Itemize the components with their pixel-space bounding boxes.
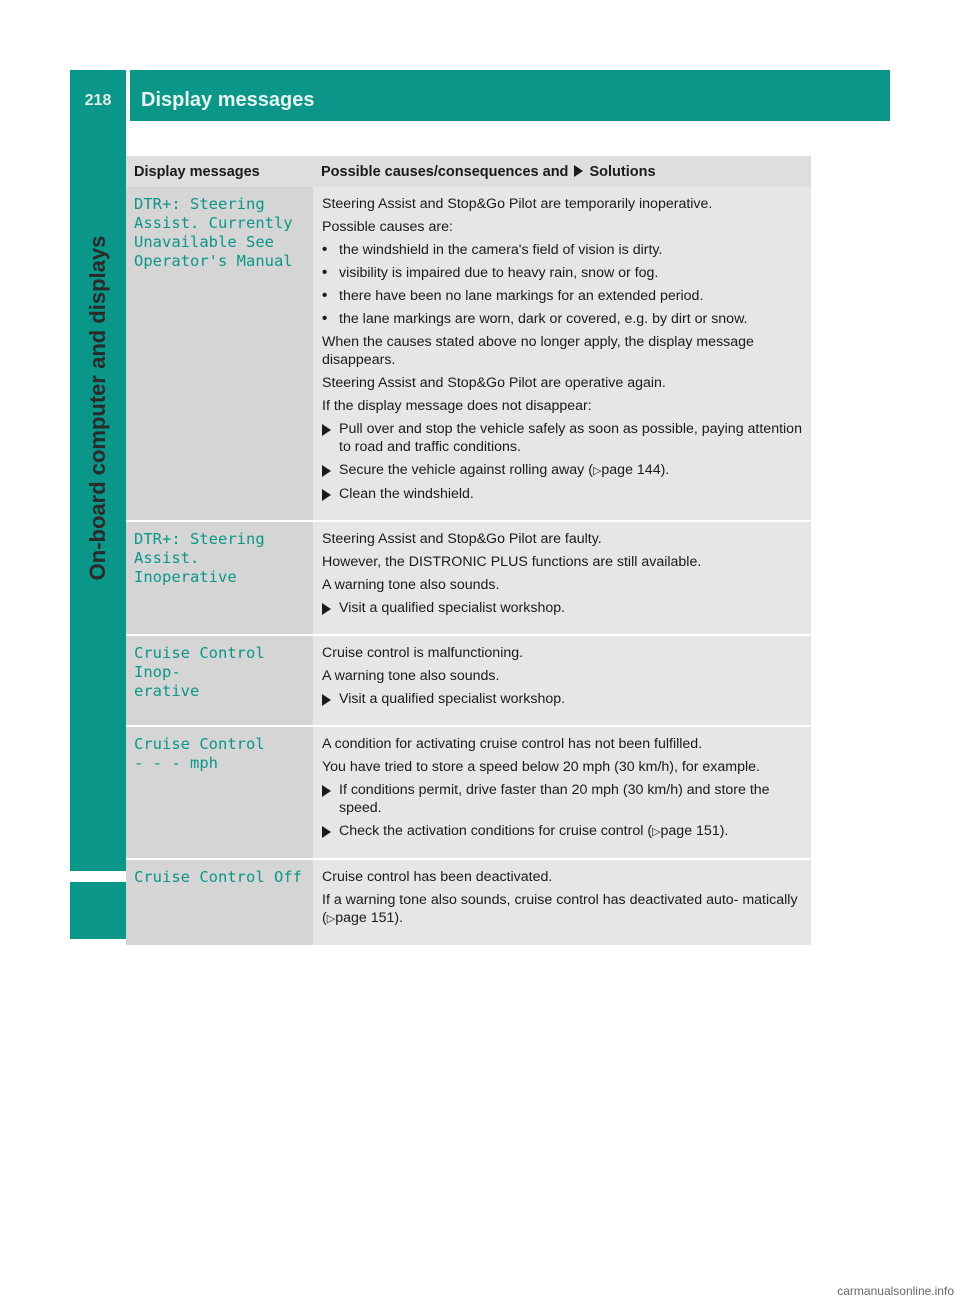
cause-bullet bbox=[322, 241, 803, 259]
action-step bbox=[322, 822, 803, 841]
page-reference-icon: ▷ bbox=[652, 826, 661, 838]
causes-solutions-cell bbox=[313, 726, 811, 859]
paragraph bbox=[322, 667, 803, 685]
line-text: the windshield in the camera's field of vision is dirty. bbox=[339, 242, 663, 258]
action-marker bbox=[322, 781, 336, 799]
bullet-icon: • bbox=[322, 264, 328, 281]
message-cell bbox=[126, 521, 313, 635]
table-row bbox=[126, 635, 811, 726]
table-row bbox=[126, 726, 811, 859]
action-marker bbox=[322, 420, 336, 438]
page-reference-link[interactable]: page 144). bbox=[601, 462, 670, 478]
column-header-display-messages: Display messages bbox=[126, 156, 313, 187]
table-row bbox=[126, 187, 811, 521]
line-text: Visit a qualified specialist workshop. bbox=[339, 691, 566, 707]
page-reference-icon: ▷ bbox=[592, 465, 602, 477]
paragraph bbox=[322, 644, 803, 662]
bullet-icon: • bbox=[322, 241, 328, 258]
footer-watermark: carmanualsonline.info bbox=[837, 1284, 954, 1298]
paragraph bbox=[322, 576, 803, 594]
paragraph bbox=[322, 397, 803, 415]
action-step bbox=[322, 781, 803, 817]
display-message-text: Cruise Control - - - mph bbox=[134, 735, 265, 772]
paragraph bbox=[322, 891, 803, 928]
column-header-causes: Possible causes/consequences and bbox=[321, 163, 569, 180]
action-arrow-icon bbox=[322, 489, 331, 501]
page-number: 218 bbox=[84, 92, 112, 109]
line-text: Cruise control is malfunctioning. bbox=[322, 645, 524, 661]
line-text: Cruise control has been deactivated. bbox=[322, 869, 553, 885]
line-text: When the causes stated above no longer apply, the display message disappears. bbox=[322, 334, 754, 368]
paragraph bbox=[322, 333, 803, 369]
page-reference-link[interactable]: page 151). bbox=[660, 823, 729, 839]
line-text: A warning tone also sounds. bbox=[322, 577, 500, 593]
cause-bullet bbox=[322, 287, 803, 305]
action-step bbox=[322, 461, 803, 480]
line-text: Secure the vehicle against rolling away ( bbox=[339, 462, 593, 478]
table-row bbox=[126, 521, 811, 635]
action-step bbox=[322, 485, 803, 503]
table-header-row bbox=[126, 156, 811, 187]
line-text: Steering Assist and Stop&Go Pilot are temporarily inoperative. bbox=[322, 196, 713, 212]
line-text: If conditions permit, drive faster than 20 mph (30 km/h) and store the speed. bbox=[339, 782, 770, 816]
action-marker bbox=[322, 822, 336, 840]
line-text: Clean the windshield. bbox=[339, 486, 474, 502]
line-text: Possible causes are: bbox=[322, 219, 453, 235]
line-text: there have been no lane markings for an extended period. bbox=[339, 288, 704, 304]
solution-arrow-icon bbox=[574, 165, 583, 177]
message-cell bbox=[126, 859, 313, 945]
message-cell bbox=[126, 187, 313, 521]
line-text: visibility is impaired due to heavy rain, snow or fog. bbox=[339, 265, 659, 281]
line-text: You have tried to store a speed below 20 mph (30 km/h), for example. bbox=[322, 759, 760, 775]
message-cell bbox=[126, 635, 313, 726]
action-arrow-icon bbox=[322, 826, 331, 838]
paragraph bbox=[322, 758, 803, 776]
action-step bbox=[322, 690, 803, 708]
paragraph bbox=[322, 374, 803, 392]
causes-solutions-cell bbox=[313, 187, 811, 521]
action-arrow-icon bbox=[322, 785, 331, 797]
line-text: A warning tone also sounds. bbox=[322, 668, 500, 684]
line-text: Check the activation conditions for cruise control ( bbox=[339, 823, 653, 839]
display-message-text: DTR+: Steering Assist. Inoperative bbox=[134, 530, 265, 586]
display-message-text: DTR+: Steering Assist. Currently Unavailable See Operator's Manual bbox=[134, 195, 293, 270]
causes-solutions-cell bbox=[313, 635, 811, 726]
paragraph bbox=[322, 218, 803, 236]
action-arrow-icon bbox=[322, 465, 331, 477]
display-message-text: Cruise Control Inop‐ erative bbox=[134, 644, 265, 700]
line-text: However, the DISTRONIC PLUS functions are still available. bbox=[322, 554, 702, 570]
cause-bullet bbox=[322, 264, 803, 282]
action-arrow-icon bbox=[322, 694, 331, 706]
line-text: If a warning tone also sounds, cruise control has deactivated auto‐ matically ( bbox=[322, 892, 798, 926]
line-text: Pull over and stop the vehicle safely as soon as possible, paying attention to road and traffic conditions. bbox=[339, 421, 802, 455]
action-marker bbox=[322, 485, 336, 503]
page-reference-icon: ▷ bbox=[326, 913, 336, 925]
display-messages-table bbox=[126, 156, 811, 945]
action-step bbox=[322, 420, 803, 456]
action-step bbox=[322, 599, 803, 617]
table-body bbox=[126, 187, 811, 945]
bullet-icon: • bbox=[322, 310, 328, 327]
paragraph bbox=[322, 735, 803, 753]
side-tab-label: On-board computer and displays bbox=[85, 235, 110, 581]
page-title: Display messages bbox=[141, 89, 315, 111]
action-marker bbox=[322, 461, 336, 479]
message-cell bbox=[126, 726, 313, 859]
action-marker bbox=[322, 690, 336, 708]
paragraph bbox=[322, 530, 803, 548]
paragraph bbox=[322, 553, 803, 571]
causes-solutions-cell bbox=[313, 859, 811, 945]
line-text: Visit a qualified specialist workshop. bbox=[339, 600, 566, 616]
line-text: Steering Assist and Stop&Go Pilot are operative again. bbox=[322, 375, 666, 391]
column-header-causes-solutions bbox=[313, 156, 811, 187]
page-reference-link[interactable]: page 151). bbox=[335, 910, 404, 926]
line-text: A condition for activating cruise control has not been fulfilled. bbox=[322, 736, 703, 752]
bullet-icon: • bbox=[322, 287, 328, 304]
line-text: Steering Assist and Stop&Go Pilot are faulty. bbox=[322, 531, 602, 547]
action-arrow-icon bbox=[322, 424, 331, 436]
paragraph bbox=[322, 195, 803, 213]
header-divider bbox=[126, 70, 130, 121]
column-header-solutions: Solutions bbox=[589, 163, 656, 180]
causes-solutions-cell bbox=[313, 521, 811, 635]
table-row bbox=[126, 859, 811, 945]
display-message-text: Cruise Control Off bbox=[134, 868, 302, 886]
action-arrow-icon bbox=[322, 603, 331, 615]
action-marker bbox=[322, 599, 336, 617]
line-text: If the display message does not disappear: bbox=[322, 398, 592, 414]
cause-bullet bbox=[322, 310, 803, 328]
side-tab-marker bbox=[70, 882, 126, 939]
line-text: the lane markings are worn, dark or covered, e.g. by dirt or snow. bbox=[339, 311, 748, 327]
paragraph bbox=[322, 868, 803, 886]
